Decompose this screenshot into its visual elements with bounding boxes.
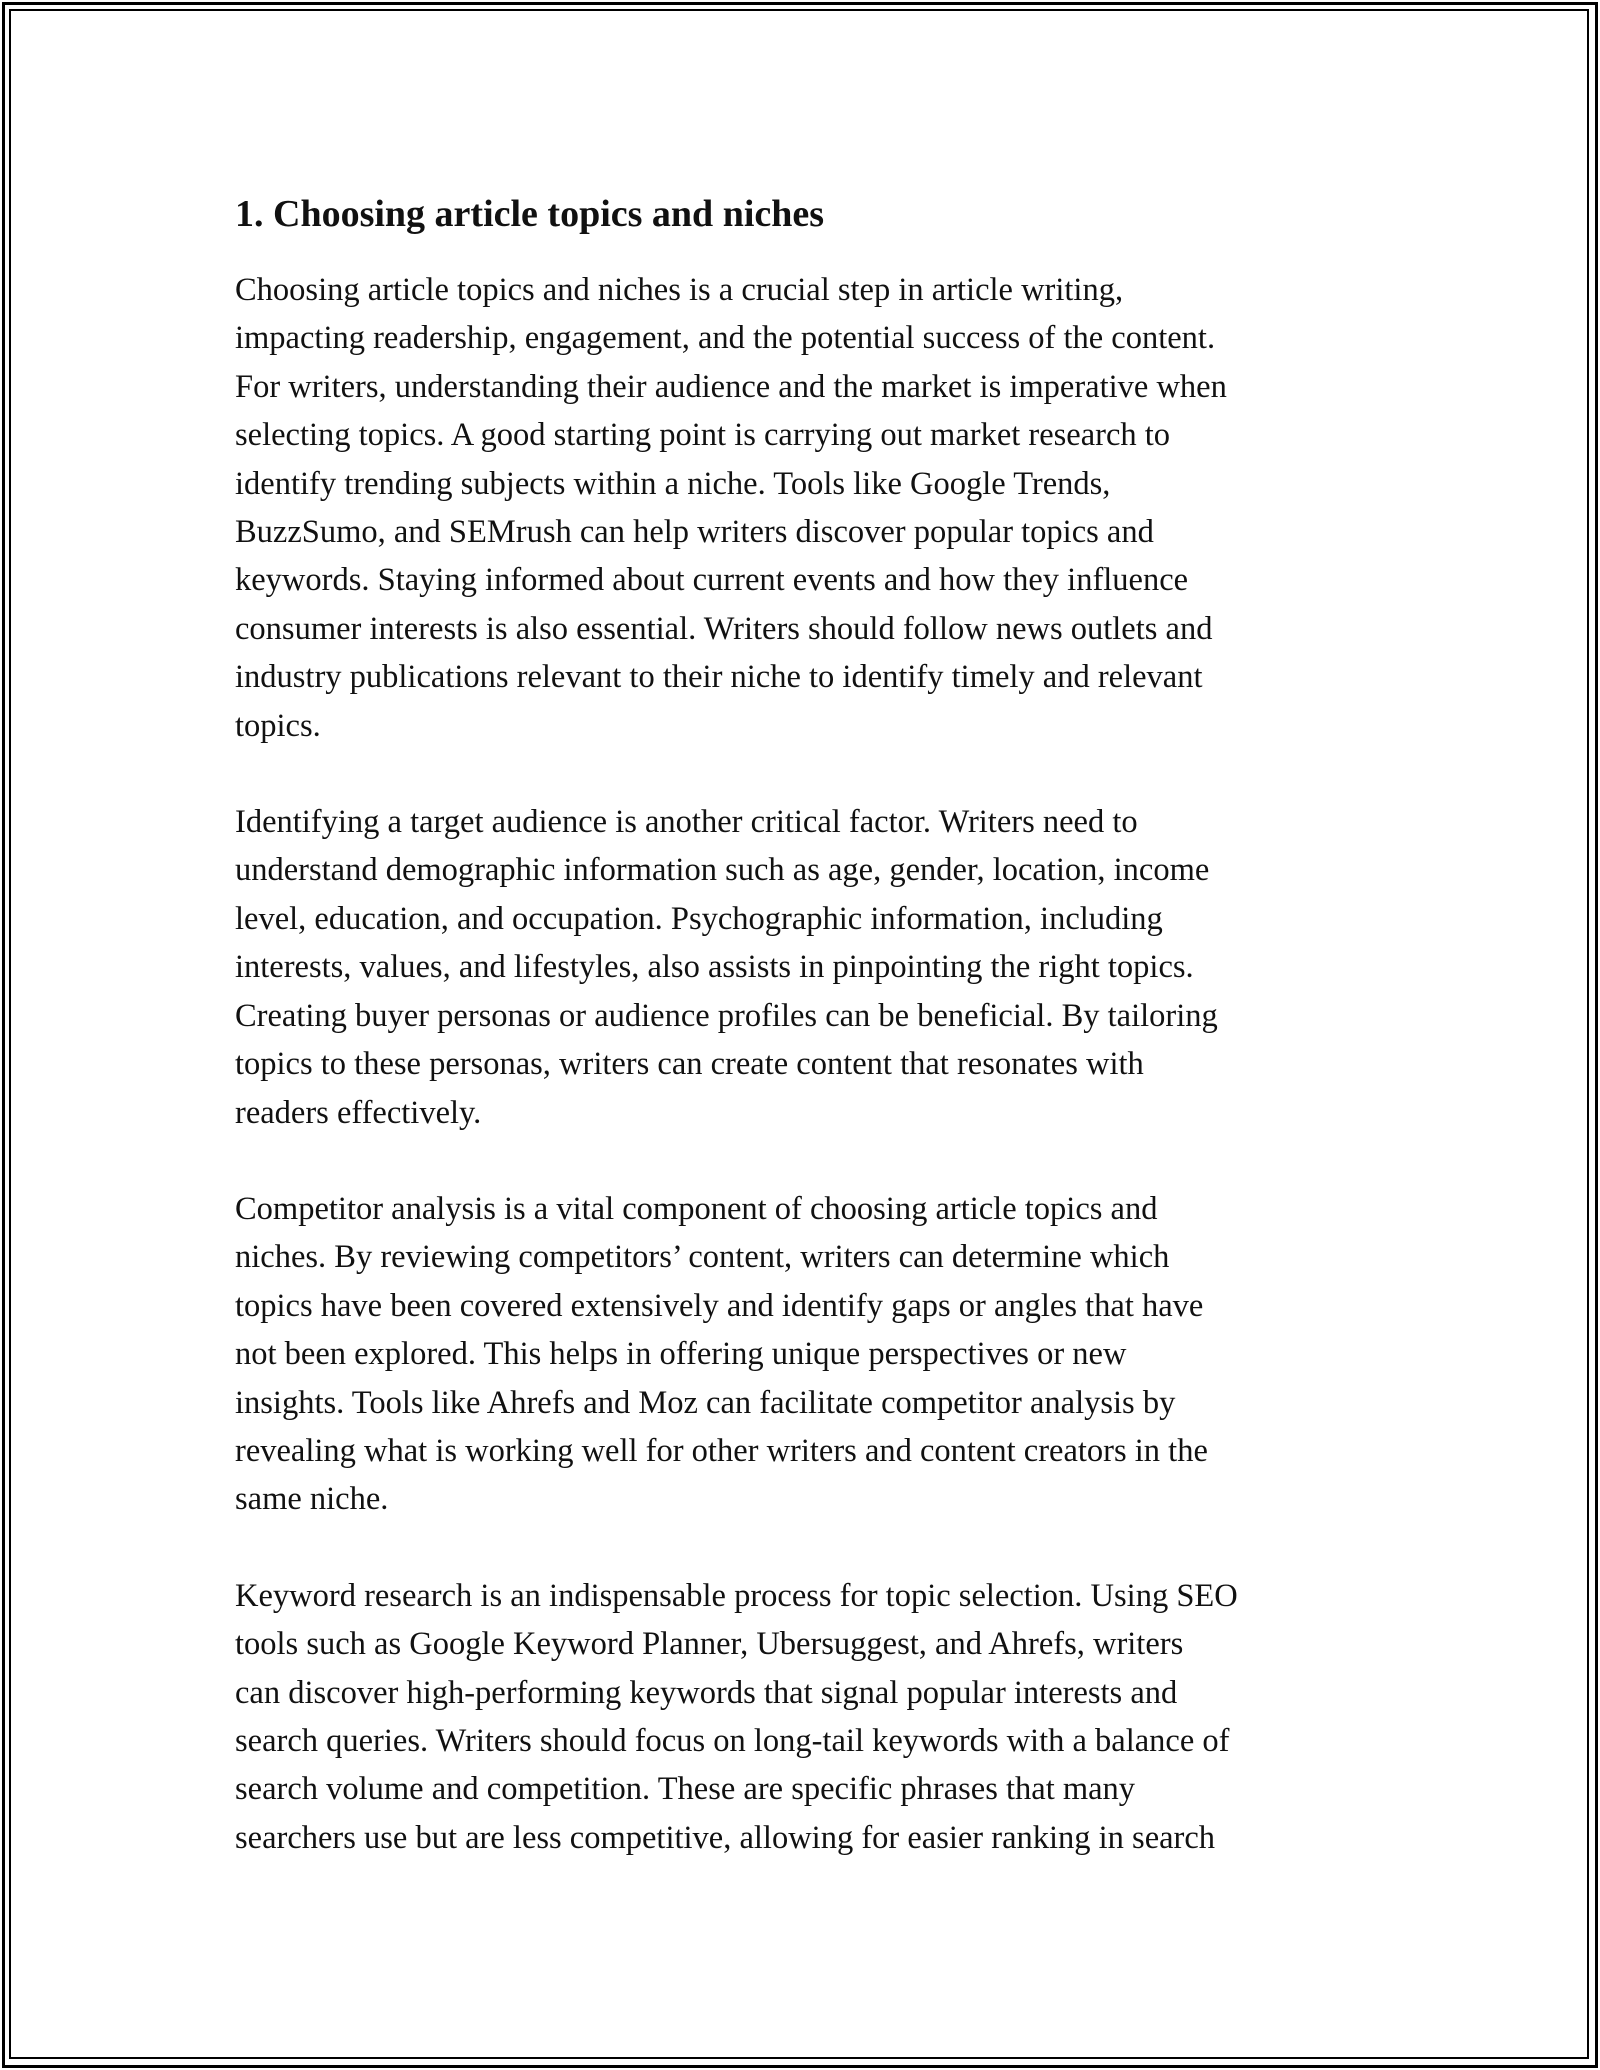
- paragraph-line: search volume and competition. These are specific phrases that many: [235, 1771, 1136, 1808]
- paragraph-line: Identifying a target audience is another critical factor. Writers need to: [235, 804, 1138, 841]
- paragraph-line: insights. Tools like Ahrefs and Moz can facilitate competitor analysis by: [235, 1384, 1176, 1421]
- paragraph-line: search queries. Writers should focus on long-tail keywords with a balance of: [235, 1722, 1230, 1759]
- paragraph-line: identify trending subjects within a niche. Tools like Google Trends,: [235, 465, 1111, 502]
- paragraph-line: Competitor analysis is a vital component of choosing article topics and: [235, 1190, 1158, 1227]
- paragraph-line: tools such as Google Keyword Planner, Ubersuggest, and Ahrefs, writers: [235, 1626, 1184, 1663]
- body-paragraph: [235, 266, 1385, 750]
- paragraph-line: revealing what is working well for other writers and content creators in the: [235, 1432, 1208, 1469]
- paragraph-line: not been explored. This helps in offering unique perspectives or new: [235, 1336, 1127, 1373]
- paragraph-line: interests, values, and lifestyles, also assists in pinpointing the right topics.: [235, 949, 1194, 986]
- paragraph-line: Keyword research is an indispensable process for topic selection. Using SEO: [235, 1577, 1238, 1614]
- paragraph-line: BuzzSumo, and SEMrush can help writers discover popular topics and: [235, 514, 1154, 551]
- paragraph-line: understand demographic information such as age, gender, location, income: [235, 852, 1210, 889]
- paragraph-line: readers effectively.: [235, 1094, 482, 1131]
- paragraph-line: impacting readership, engagement, and the potential success of the content.: [235, 320, 1216, 357]
- paragraph-line: level, education, and occupation. Psychographic information, including: [235, 900, 1163, 937]
- paragraph-line: consumer interests is also essential. Writers should follow news outlets and: [235, 610, 1213, 647]
- paragraph-line: selecting topics. A good starting point is carrying out market research to: [235, 417, 1171, 454]
- paragraph-line: can discover high-performing keywords that signal popular interests and: [235, 1674, 1178, 1711]
- paragraph-line: searchers use but are less competitive, allowing for easier ranking in search: [235, 1819, 1216, 1856]
- paragraph-line: topics have been covered extensively and identify gaps or angles that have: [235, 1287, 1204, 1324]
- document-body: [235, 184, 1385, 1910]
- paragraph-line: For writers, understanding their audience and the market is imperative when: [235, 368, 1227, 405]
- paragraph-line: topics to these personas, writers can create content that resonates with: [235, 1046, 1144, 1083]
- body-paragraph: [235, 1572, 1385, 1862]
- paragraph-line: topics.: [235, 707, 321, 744]
- body-paragraph: [235, 798, 1385, 1137]
- body-paragraph: [235, 1185, 1385, 1524]
- paragraph-line: industry publications relevant to their niche to identify timely and relevant: [235, 659, 1203, 696]
- paragraph-line: niches. By reviewing competitors’ content, writers can determine which: [235, 1239, 1170, 1276]
- section-heading: 1. Choosing article topics and niches: [235, 193, 825, 235]
- paragraph-line: Creating buyer personas or audience profiles can be beneficial. By tailoring: [235, 997, 1218, 1034]
- paragraph-list: [235, 266, 1385, 1862]
- paragraph-line: Choosing article topics and niches is a crucial step in article writing,: [235, 272, 1124, 308]
- paragraph-line: same niche.: [235, 1481, 389, 1518]
- paragraph-line: keywords. Staying informed about current events and how they influence: [235, 562, 1189, 599]
